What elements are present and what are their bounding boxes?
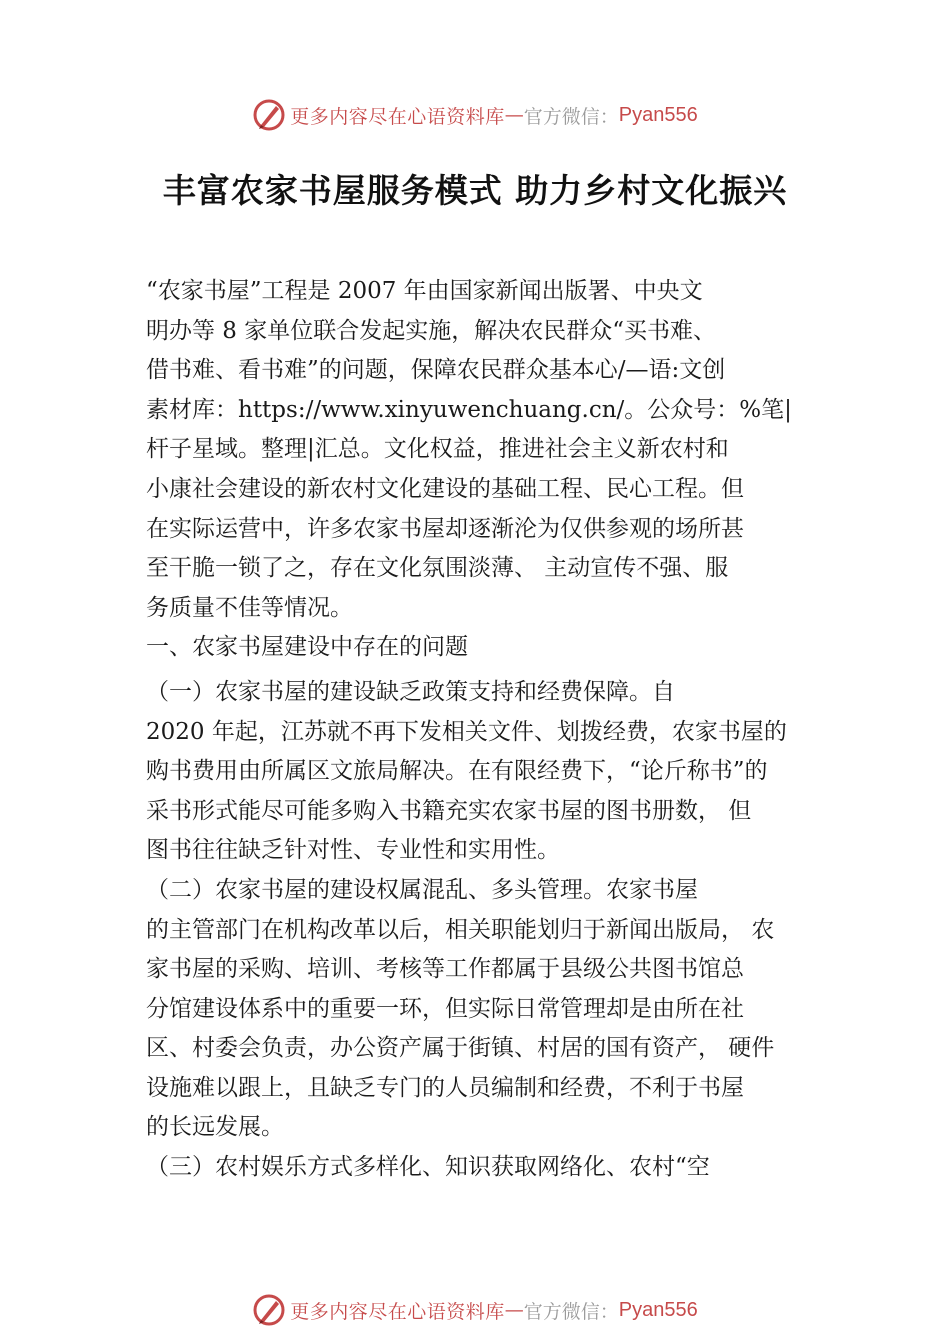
subsection-heading: （三）农村娱乐方式多样化、知识获取网络化、农村“空 [146, 1154, 710, 1181]
header-banner [0, 95, 950, 135]
body-line: 购书费用由所属区文旅局解决。在有限经费下，“论斤称书”的 [146, 758, 768, 785]
body-line: 的长远发展。 [146, 1114, 284, 1141]
body-line: “农家书屋”工程是 2007 年由国家新闻出版署、中央文 [146, 278, 703, 304]
body-line: 采书形式能尽可能多购入书籍充实农家书屋的图书册数， 但 [146, 797, 752, 824]
banner-text: 更多内容尽在心语资料库 [290, 105, 505, 128]
banner-label: 官方微信： [523, 1300, 619, 1323]
body-line: 至干脆一锁了之，存在文化氛围淡薄、 主动宣传不强、服 [146, 555, 729, 582]
banner-text: 更多内容尽在心语资料库 [290, 1300, 505, 1323]
body-line: 设施难以跟上，且缺乏专门的人员编制和经费，不利于书屋 [146, 1074, 744, 1101]
body-line: 区、村委会负责，办公资产属于街镇、村居的国有资产， 硬件 [146, 1035, 775, 1062]
banner-dash: — [504, 104, 524, 126]
subsection-heading: （一）农家书屋的建设缺乏政策支持和经费保障。自 [146, 678, 675, 705]
body-line: 的主管部门在机构改革以后，相关职能划归于新闻出版局， 农 [146, 916, 775, 943]
banner-wechat-id: Pyan556 [618, 1298, 698, 1321]
body-line: 借书难、看书难”的问题，保障农民群众基本心/—语:文创 [146, 357, 726, 384]
body-line: 2020 年起，江苏就不再下发相关文件、划拨经费，农家书屋的 [146, 718, 787, 745]
body-line: 分馆建设体系中的重要一环，但实际日常管理却是由所在社 [146, 995, 744, 1022]
footer-banner [0, 1290, 950, 1330]
document-title: 丰富农家书屋服务模式 助力乡村文化振兴 [162, 171, 788, 210]
body-line: 图书往往缺乏针对性、专业性和实用性。 [146, 837, 560, 864]
section-heading: 一、农家书屋建设中存在的问题 [146, 634, 468, 661]
body-line: 在实际运营中，许多农家书屋却逐渐沦为仅供参观的场所甚 [146, 515, 744, 542]
pen-logo-icon [252, 1293, 286, 1327]
subsection-heading: （二）农家书屋的建设权属混乱、多头管理。农家书屋 [146, 876, 698, 903]
body-line: 务质量不佳等情况。 [146, 594, 353, 621]
body-line: 小康社会建设的新农村文化建设的基础工程、民心工程。但 [146, 475, 744, 502]
pen-logo-icon [252, 98, 286, 132]
banner-label: 官方微信： [523, 105, 619, 128]
banner-wechat-id: Pyan556 [618, 103, 698, 126]
body-line: 明办等 8 家单位联合发起实施，解决农民群众“买书难、 [146, 317, 717, 344]
banner-dash: — [504, 1299, 524, 1321]
body-line: 杆子星域。整理|汇总。文化权益，推进社会主义新农村和 [146, 436, 729, 463]
document-body [146, 272, 828, 1188]
body-line: 素材库：https://www.xinyuwenchuang.cn/。公众号：%笔| [146, 396, 792, 423]
body-line: 家书屋的采购、培训、考核等工作都属于县级公共图书馆总 [146, 956, 744, 983]
